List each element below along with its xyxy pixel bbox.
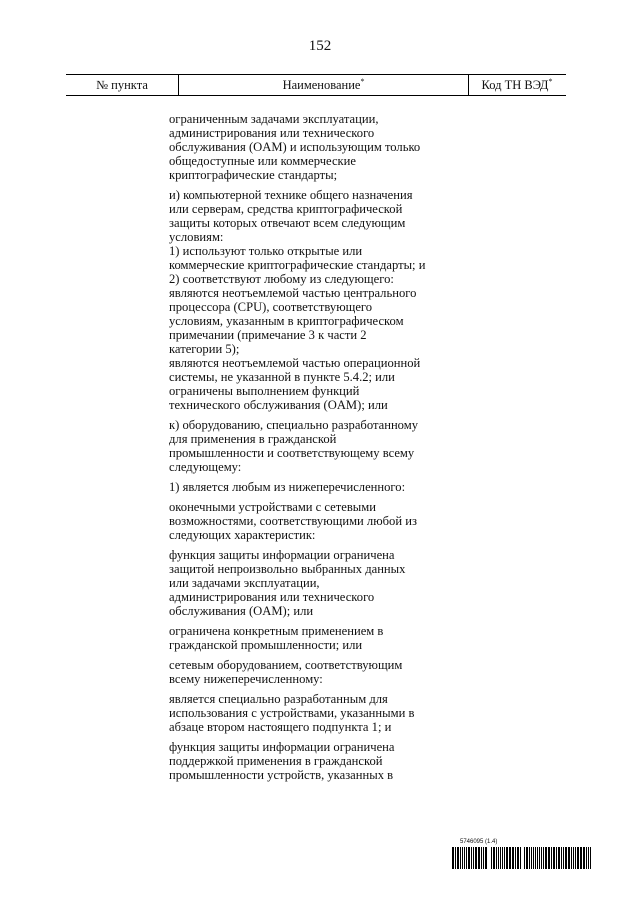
column-header-number-label: № пункта — [96, 78, 148, 92]
paragraph: к) оборудованию, специально разработанному для применения в гражданской промышленности и соответствующему всему следующему: — [169, 418, 419, 474]
column-header-name-label: Наименование — [282, 78, 361, 92]
paragraph: является специально разработанным для использования с устройствами, указанными в абзаце втором настоящего подпункта 1; и — [169, 692, 415, 734]
paragraph: и) компьютерной технике общего назначения или серверам, средства криптографической защиты которых отвечают всем следующим условиям: 1) используют только открытые или коммерческие криптографические стандарты; и 2) соответствуют любому из следующего: являются неотъемлемой частью центрального процессора (CPU), соответствующего условиям, указанным в криптографическом примечании (примечание 3 к части 2 категории 5); являются неотъемлемой частью операционной системы, не указанной в пункте 5.4.2; или ограничены выполнением функций технического обслуживания (OAM); или — [169, 188, 426, 412]
footnote-mark: * — [360, 77, 365, 86]
paragraph: оконечными устройствами с сетевыми возможностями, соответствующими любой из следующих характеристик: — [169, 500, 417, 542]
column-header-code — [468, 75, 566, 95]
column-header-number — [66, 75, 178, 95]
barcode-label: 5746095 (1.4) — [460, 839, 498, 845]
barcode-image — [448, 847, 594, 869]
paragraph: сетевым оборудованием, соответствующим всему нижеперечисленному: — [169, 658, 403, 686]
paragraph: функция защиты информации ограничена защитой непроизвольно выбранных данных или задачами эксплуатации, администрирования или технического обслуживания (OAM); или — [169, 548, 406, 618]
footnote-mark: * — [548, 77, 553, 86]
paragraph: ограниченным задачами эксплуатации, администрирования или технического обслуживания (OAM) и использующим только общедоступные или коммерческие криптографические стандарты; — [169, 112, 421, 182]
barcode-block — [448, 839, 594, 869]
page-number: 152 — [308, 38, 332, 54]
table-header — [66, 74, 566, 96]
column-header-code-label: Код ТН ВЭД — [481, 78, 549, 92]
paragraph: ограничена конкретным применением в гражданской промышленности; или — [169, 624, 384, 652]
paragraph: функция защиты информации ограничена поддержкой применения в гражданской промышленности устройств, указанных в — [169, 740, 395, 782]
column-header-name — [178, 75, 469, 95]
paragraph: 1) является любым из нижеперечисленного: — [169, 480, 406, 494]
document-body — [169, 112, 449, 788]
